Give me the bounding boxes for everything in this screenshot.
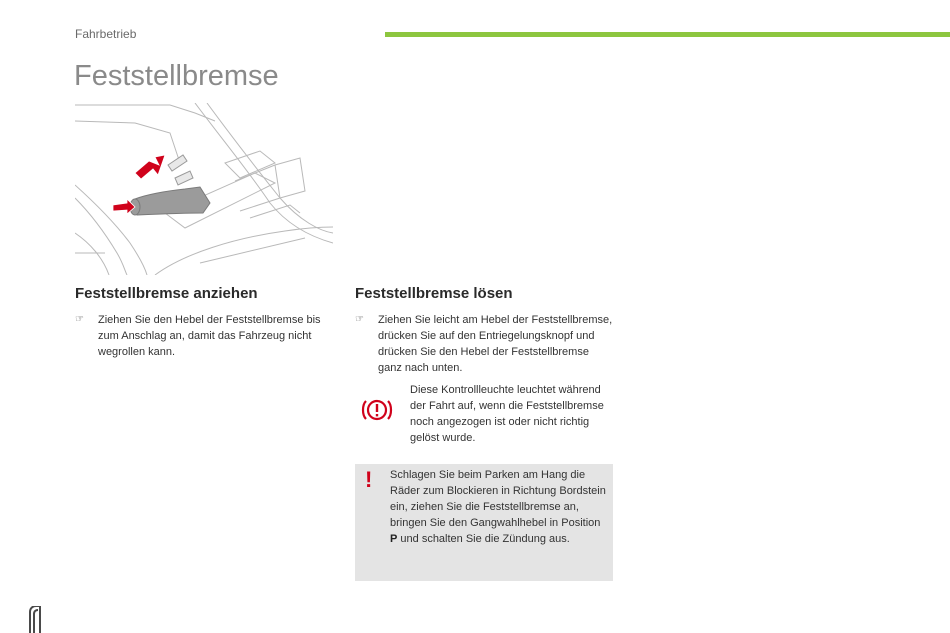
parking-note bbox=[355, 464, 613, 581]
section-label: Fahrbetrieb bbox=[75, 27, 137, 41]
apply-instruction bbox=[75, 312, 335, 360]
brake-warning-icon bbox=[361, 396, 393, 424]
page-title: Feststellbremse bbox=[74, 60, 279, 92]
section-accent-bar bbox=[385, 32, 950, 37]
release-section bbox=[355, 285, 615, 376]
pointing-hand-icon: ☞ bbox=[75, 314, 84, 325]
warning-exclamation-icon: ! bbox=[365, 467, 373, 492]
parking-brake-illustration bbox=[75, 103, 333, 275]
parking-note-text: Schlagen Sie beim Parken am Hang die Räder zum Blockieren in Richtung Bordstein ein, ziehen Sie die Feststellbremse an, bringen Sie den Gangwahlhebel in Position P und schalten Sie die Zündung aus. bbox=[390, 469, 606, 545]
pointing-hand-icon: ☞ bbox=[355, 314, 364, 325]
warning-lamp-info bbox=[355, 382, 613, 446]
apply-instruction-text: Ziehen Sie den Hebel der Feststellbremse bis zum Anschlag an, damit das Fahrzeug nicht wegrollen kann. bbox=[98, 314, 321, 358]
release-instruction-text: Ziehen Sie leicht am Hebel der Feststellbremse, drücken Sie auf den Entriegelungsknopf und drücken Sie den Hebel der Feststellbremse ganz nach unten. bbox=[378, 314, 613, 374]
release-instruction bbox=[355, 312, 615, 376]
release-heading: Feststellbremse lösen bbox=[355, 285, 513, 302]
gear-position-value: P bbox=[390, 533, 398, 545]
warning-lamp-text: Diese Kontrollleuchte leuchtet während der Fahrt auf, wenn die Feststellbremse noch angezogen ist oder nicht richtig gelöst wurde. bbox=[410, 384, 604, 444]
apply-heading: Feststellbremse anziehen bbox=[75, 285, 258, 302]
apply-section bbox=[75, 285, 335, 360]
page-tab-marker bbox=[28, 606, 42, 633]
